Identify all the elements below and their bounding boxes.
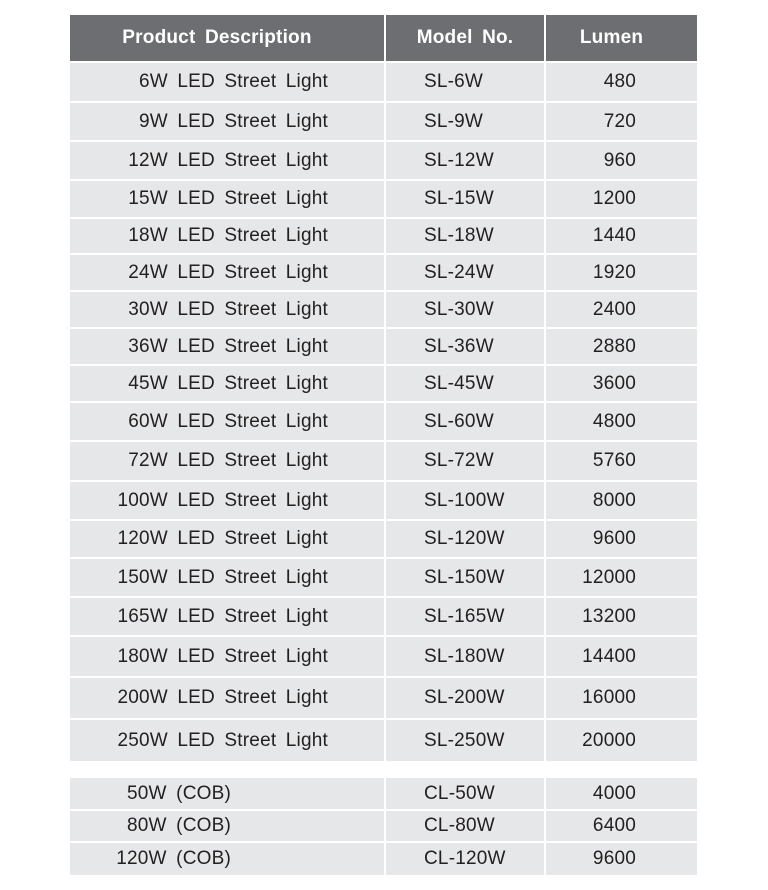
product-description-cell: 100W LED Street Light (70, 482, 384, 519)
table-row (70, 442, 697, 480)
table-row (70, 219, 697, 253)
lumen-cell: 1200 (546, 181, 697, 217)
model-no-cell: SL-18W (386, 219, 544, 253)
product-description-cell: 180W LED Street Light (70, 637, 384, 676)
header-lumen: Lumen (546, 15, 697, 61)
model-no-cell: SL-120W (386, 521, 544, 557)
lumen-cell: 5760 (546, 442, 697, 480)
model-no-cell: SL-72W (386, 442, 544, 480)
table-row (70, 778, 697, 809)
lumen-cell: 720 (546, 103, 697, 140)
product-description-cell: 30W LED Street Light (70, 292, 384, 327)
model-no-cell: SL-12W (386, 142, 544, 179)
model-no-cell: SL-200W (386, 678, 544, 718)
product-description-cell: 120W LED Street Light (70, 521, 384, 557)
product-description-cell: 36W LED Street Light (70, 329, 384, 364)
lumen-cell: 2880 (546, 329, 697, 364)
product-description-cell: 6W LED Street Light (70, 63, 384, 101)
table-row (70, 403, 697, 440)
table-row (70, 720, 697, 761)
model-no-cell: SL-6W (386, 63, 544, 101)
model-no-cell: CL-120W (386, 843, 544, 875)
lumen-cell: 16000 (546, 678, 697, 718)
table-row (70, 63, 697, 101)
lumen-cell: 13200 (546, 598, 697, 635)
lumen-cell: 9600 (546, 843, 697, 875)
product-description-cell: 45W LED Street Light (70, 366, 384, 401)
model-no-cell: SL-250W (386, 720, 544, 761)
lumen-cell: 3600 (546, 366, 697, 401)
lumen-cell: 1920 (546, 255, 697, 290)
table-row (70, 482, 697, 519)
product-description-cell: 12W LED Street Light (70, 142, 384, 179)
table-row (70, 366, 697, 401)
table-row (70, 181, 697, 217)
lumen-cell: 20000 (546, 720, 697, 761)
table-row (70, 292, 697, 327)
product-description-cell: 60W LED Street Light (70, 403, 384, 440)
lumen-cell: 2400 (546, 292, 697, 327)
product-description-cell: 150W LED Street Light (70, 559, 384, 596)
product-description-cell: 200W LED Street Light (70, 678, 384, 718)
model-no-cell: SL-150W (386, 559, 544, 596)
lumen-cell: 480 (546, 63, 697, 101)
model-no-cell: SL-24W (386, 255, 544, 290)
product-description-cell: 120W (COB) (70, 843, 384, 875)
model-no-cell: SL-60W (386, 403, 544, 440)
lumen-cell: 12000 (546, 559, 697, 596)
model-no-cell: SL-15W (386, 181, 544, 217)
product-description-cell: 18W LED Street Light (70, 219, 384, 253)
model-no-cell: SL-180W (386, 637, 544, 676)
model-no-cell: SL-45W (386, 366, 544, 401)
model-no-cell: SL-9W (386, 103, 544, 140)
lumen-cell: 1440 (546, 219, 697, 253)
product-description-cell: 80W (COB) (70, 811, 384, 841)
lumen-cell: 8000 (546, 482, 697, 519)
product-description-cell: 250W LED Street Light (70, 720, 384, 761)
table-row (70, 559, 697, 596)
model-no-cell: SL-165W (386, 598, 544, 635)
product-description-cell: 165W LED Street Light (70, 598, 384, 635)
product-description-cell: 24W LED Street Light (70, 255, 384, 290)
table-row (70, 637, 697, 676)
model-no-cell: SL-36W (386, 329, 544, 364)
model-no-cell: CL-80W (386, 811, 544, 841)
table-row (70, 329, 697, 364)
lumen-cell: 4000 (546, 778, 697, 809)
model-no-cell: CL-50W (386, 778, 544, 809)
table-header (70, 15, 697, 61)
table-row (70, 598, 697, 635)
lumen-cell: 6400 (546, 811, 697, 841)
header-model-no: Model No. (386, 15, 544, 61)
lumen-cell: 9600 (546, 521, 697, 557)
table-row (70, 521, 697, 557)
model-no-cell: SL-100W (386, 482, 544, 519)
product-description-cell: 72W LED Street Light (70, 442, 384, 480)
table-row (70, 142, 697, 179)
lumen-cell: 960 (546, 142, 697, 179)
table-row (70, 255, 697, 290)
model-no-cell: SL-30W (386, 292, 544, 327)
table-row (70, 103, 697, 140)
product-description-cell: 50W (COB) (70, 778, 384, 809)
table-row (70, 811, 697, 841)
lumen-cell: 14400 (546, 637, 697, 676)
lumen-cell: 4800 (546, 403, 697, 440)
header-product-description: Product Description (70, 15, 384, 61)
product-description-cell: 15W LED Street Light (70, 181, 384, 217)
table-row (70, 678, 697, 718)
product-description-cell: 9W LED Street Light (70, 103, 384, 140)
table-row (70, 843, 697, 875)
